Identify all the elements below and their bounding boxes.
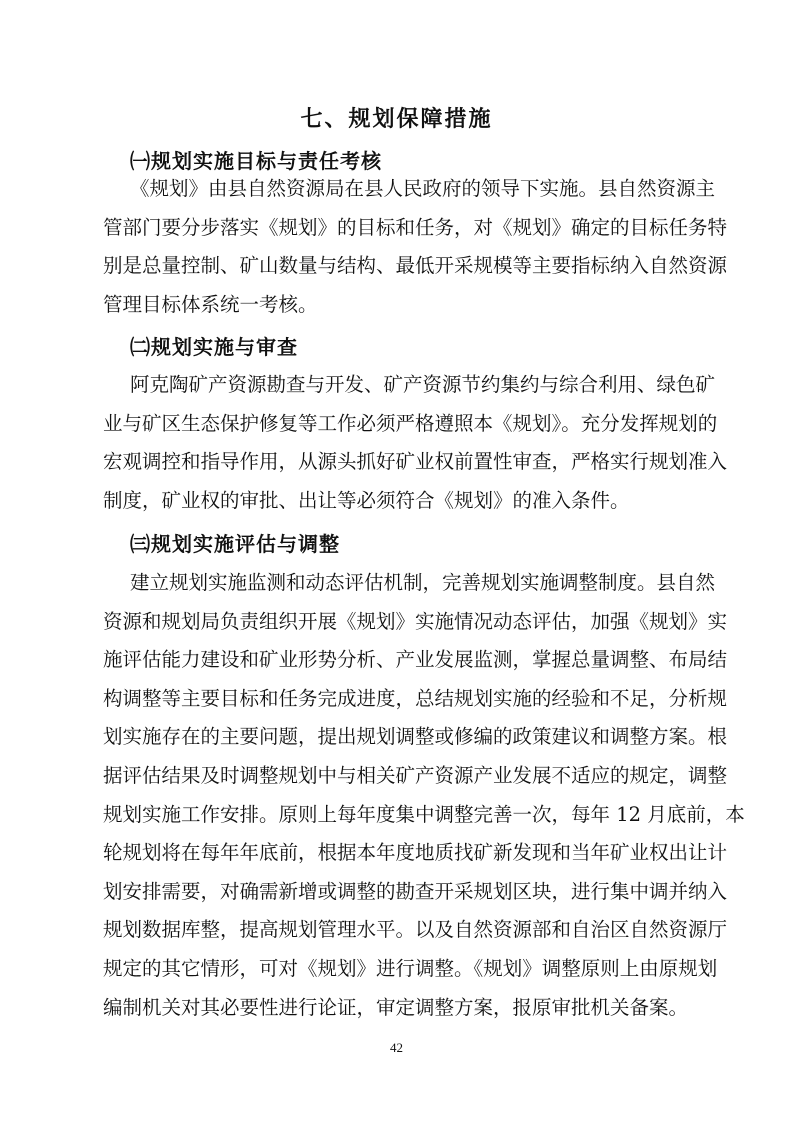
paragraph-line: 规划数据库整，提高规划管理水平。以及自然资源部和自治区自然资源厅 [103, 918, 728, 942]
paragraph-line: 管理目标体系统一考核。 [103, 292, 318, 316]
section-3-paragraph [103, 564, 745, 1027]
paragraph-line: 资源和规划局负责组织开展《规划》实施情况动态评估，加强《规划》实 [103, 609, 728, 633]
page-number: 42 [390, 1040, 403, 1055]
paragraph-line: 编制机关对其必要性进行论证，审定调整方案，报原审批机关备案。 [103, 995, 689, 1019]
paragraph-line: 规定的其它情形，可对《规划》进行调整。《规划》调整原则上由原规划 [103, 956, 718, 980]
paragraph-line: 管部门要分步落实《规划》的目标和任务，对《规划》确定的目标任务特 [103, 215, 728, 239]
section-heading-3: ㈢规划实施评估与调整 [130, 532, 340, 556]
paragraph-line: 划实施存在的主要问题，提出规划调整或修编的政策建议和调整方案。根 [103, 725, 728, 749]
chapter-title: 七、规划保障措施 [300, 106, 493, 132]
paragraph-line: 别是总量控制、矿山数量与结构、最低开采规模等主要指标纳入自然资源 [103, 254, 728, 278]
section-heading-1: ㈠规划实施目标与责任考核 [130, 149, 382, 173]
paragraph-line: 规划实施工作安排。原则上每年度集中调整完善一次，每年 12 月底前，本 [103, 802, 745, 826]
paragraph-line: 施评估能力建设和矿业形势分析、产业发展监测，掌握总量调整、布局结 [103, 648, 728, 672]
paragraph-line: 据评估结果及时调整规划中与相关矿产资源产业发展不适应的规定，调整 [103, 763, 728, 787]
paragraph-line: 《规划》由县自然资源局在县人民政府的领导下实施。县自然资源主 [130, 177, 716, 200]
section-heading-2: ㈡规划实施与审查 [130, 335, 298, 359]
paragraph-line: 建立规划实施监测和动态评估机制，完善规划实施调整制度。县自然 [130, 571, 716, 594]
paragraph-line: 制度，矿业权的审批、出让等必须符合《规划》的准入条件。 [103, 488, 630, 512]
paragraph-line: 宏观调控和指导作用，从源头抓好矿业权前置性审查，严格实行规划准入 [103, 450, 728, 474]
paragraph-line: 业与矿区生态保护修复等工作必须严格遵照本《规划》。充分发挥规划的 [103, 411, 718, 435]
paragraph-line: 划安排需要，对确需新增或调整的勘查开采规划区块，进行集中调并纳入 [103, 879, 728, 903]
paragraph-line: 轮规划将在每年年底前，根据本年度地质找矿新发现和当年矿业权出让计 [103, 841, 728, 865]
paragraph-line: 阿克陶矿产资源勘查与开发、矿产资源节约集约与综合利用、绿色矿 [130, 373, 716, 396]
paragraph-line: 构调整等主要目标和任务完成进度，总结规划实施的经验和不足，分析规 [103, 686, 728, 710]
section-1-paragraph [103, 170, 728, 324]
section-2-paragraph [103, 366, 728, 520]
